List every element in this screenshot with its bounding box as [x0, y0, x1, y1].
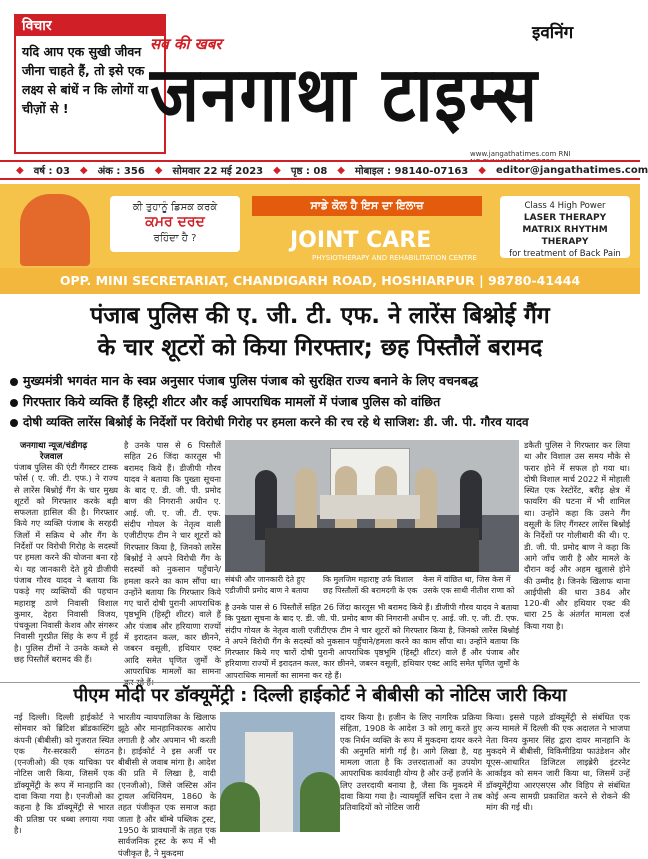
lead-column-3: है उनके पास से 6 पिस्तौलें सहित 26 जिंदा कारतूस भी बरामद किये हैं। डीजीपी गौरव यादव ने बताया कि पुख्ता सूचना के बाद ए. डी. जी. पी. प्रमोद बाण की निगरानी अधीन ए. आई. जी. ए. जी. टी. एफ. संदीप गोयल के नेतृत्व वाली एजीटीएफ टीम ने चार शूटरों को गिरफ्तार किया है, जिनको लारेंस बिश्नोई ने अपने विरोधी गैंग के सदस्यों को नुकसान पहुँचाने/हमला करने का काम सौंपा था। उन्होंने बताया कि गिरफ्तार किये गए चारों दोषी पुरानी आपराधिक पृष्ठभूमि (हिस्ट्री शीटर) वाले हैं और पंजाब और हरियाणा राज्यों में इरादतन कत्ल, कार छीनने, जबरन वसूली, हथियार एक्ट आदि समेत घृणित जुर्मों के आपराधिक मामलों का सामना कर रहे हैं।: [225, 603, 519, 680]
masthead-url: www.jangathatimes.com RNI: [470, 150, 571, 158]
recovered-weapons: [320, 495, 420, 519]
second-column-1: नई दिल्ली। दिल्ली हाईकोर्ट ने सोमवार को ब्रिटिश ब्रॉडकास्टिंग कंपनी (बीबीसी) को गुजरात स्थित एक गैर-सरकारी संगठन (एनजीओ) की एक याचिका पर नोटिस जारी किया, जिसमें एक डॉक्यूमेंट्री के रूप में मानहानि का दावा किया गया है। एनजीओ का कहना है कि डॉक्यूमेंट्री से भारत की प्रतिष्ठा पर धब्बा लगाया गया है।: [14, 712, 114, 835]
bullet-icon: [10, 378, 18, 386]
second-column-2: भारतीय न्यायपालिका के खिलाफ झूठे और मानहानिकारक आरोप लगाती है और अपमान भी करती है। हाईकोर्ट ने इस अर्जी पर बीबीसी से जवाब मांगा है। आदेश की प्रति में लिखा है, वादी (एनजीओ), जिसे जस्टिस ऑन ट्रायल अधिनियम, 1860 के तहत पंजीकृत एक समाज कहा जाता है और बॉम्बे पब्लिक ट्रस्ट, 1950 के प्रावधानों के तहत एक सार्वजनिक ट्रस्ट के रूप में भी पंजीकृत है, ने मुकदमा: [118, 712, 216, 858]
ad-therapy2: LASER THERAPY: [523, 213, 607, 223]
info-bar: [0, 160, 648, 180]
second-headline: पीएम मोदी पर डॉक्यूमेंट्री : दिल्ली हाईकोर्ट ने बीबीसी को नोटिस जारी किया: [0, 682, 640, 708]
lead-column-1: पंजाब पुलिस की एंटी गैंगस्टर टास्क फोर्स ( ए. जी. टी. एफ.) ने राज्य से लारेंस बिश्नोई गैंग के चार मुख्य शूटरों को गिरफ्तार करके बड़ी सफलता हासिल की है। गिरफ्तार किये गए व्यक्ति पंजाब के सरहदी जिलों में सक्रिय थे और गैंग के निर्देशों पर विरोधी गिरोह के सदस्यों पर हमला करने की योजना बना रहे थे। यह जानकारी देते हुये डीजीपी पंजाब गौरव यादव ने बताया कि पकड़े गए व्यक्तियों की पहचान महाराष्ट्र ठाणे निवासी विशाल कुमार, देहरा निवासी विजय, पंचकूला निवासी केशव और संगरूर निवासी गुरप्रीत सिंह के रूप में हुई है। पुलिस टीमों ने उनके कब्जे से छह पिस्तौलें बरामद की हैं।: [14, 462, 118, 665]
lead-column-4: डकैती पुलिस ने गिरफ्तार कर लिया था और विशाल उस समय मौके से फरार होने में सफल हो गया था। दोषी विशाल मार्च 2022 में मोहाली स्थित एक रेस्टोरेंट, बरीड़ क्षेत्र में फायरिंग की घटना में भी शामिल था। उन्होंने कहा कि उसने गैंग वसूली के लिए गैंगस्टर लारेंस बिश्नोई के निर्देशों पर गोलीबारी की थी। ए. डी. जी. पी. प्रमोद बाण ने कहा कि आगे जाँच जारी है और मामले के दौरान कई और अहम खुलासे होने की उम्मीद है। जिनके खिलाफ थाना आईपीसी की धारा 384 और 120-बी और हथियार एक्ट की धारा 25 के अंतर्गत मामला दर्ज किया गया है।: [524, 440, 630, 631]
bullet-icon: ◆: [273, 164, 281, 176]
lead-headline-line1: पंजाब पुलिस की ए. जी. टी. एफ. ने लारेंस बिश्नोई गैंग: [90, 303, 550, 329]
info-mobile: मोबाइल : 98140-07163: [355, 166, 469, 177]
photo-caption-1: संबंधी और जानकारी देते हुए एडीजीपी प्रमोद बाण ने बताया: [225, 575, 309, 595]
ad-pain-line1: ਕੀ ਤੁਹਾਨੂੰ ਡਿਸਕ ਕਰਕੇ: [132, 202, 218, 213]
spine-illustration: [20, 194, 90, 266]
masthead-title: जनगाथा टाइम्स: [150, 50, 539, 139]
ad-pain-line2: ਕਮਰ ਦਰਦ: [145, 214, 205, 230]
masthead-edition: इवनिंग: [532, 23, 574, 43]
accused-row: [265, 528, 479, 572]
vichar-label: विचार: [14, 14, 166, 36]
lead-bullet: दोषी व्यक्ति लारेंस बिश्नोई के निर्देशों पर विरोधी गिरोह पर हमला करने की रच रहे थे साजिश: डी. जी. पी. गौरव यादव: [10, 412, 635, 433]
info-email: editor@jangathatimes.com: [495, 164, 648, 176]
photo-caption-3: केस में वांछित था, जिस केस में उसके एक साथी नीतीश राणा को: [423, 575, 515, 595]
bullet-icon: ◆: [337, 164, 345, 176]
ad-pain-box: [110, 196, 240, 252]
advertisement: [0, 184, 640, 294]
tree: [300, 772, 340, 832]
lead-byline: जनगाथा न्यूज/चंडीगढ़: [20, 441, 88, 451]
ad-therapy3: MATRIX RHYTHM THERAPY: [522, 225, 608, 247]
lead-headline-line2: के चार शूटरों को किया गिरफ्तार; छह पिस्तौलें बरामद: [97, 335, 543, 361]
lead-bullets: [10, 370, 635, 433]
bullet-icon: ◆: [154, 164, 163, 176]
lead-column-2: है उनके पास से 6 पिस्तौलें सहित 26 जिंदा कारतूस भी बरामद किये हैं। डीजीपी गौरव यादव ने बताया कि पुख्ता सूचना के बाद ए. डी. जी. पी. प्रमोद बाण की निगरानी अधीन ए. आई. जी. ए. जी. टी. एफ. संदीप गोयल के नेतृत्व वाली एजीटीएफ टीम ने चार शूटरों को गिरफ्तार किया है, जिनको लारेंस बिश्नोई ने अपने विरोधी गैंग के सदस्यों को नुकसान पहुँचाने/हमला करने का काम सौंपा था। उन्होंने बताया कि गिरफ्तार किये गए चारों दोषी पुरानी आपराधिक पृष्ठभूमि (हिस्ट्री शीटर) वाले हैं और पंजाब और हरियाणा राज्यों में इरादतन कत्ल, कार छीनने, जबरन वसूली, हथियार एक्ट आदि समेत घृणित जुर्मों के आपराधिक मामलों का सामना कर रहे हैं।: [124, 440, 221, 688]
vichar-quote: यदि आप एक सुखी जीवन जीना चाहते हैं, तो इसे एक लक्ष्य से बांधें न कि लोगों या चीज़ों से !: [14, 36, 166, 154]
ad-therapy4: for treatment of Back Pain: [509, 249, 621, 259]
masthead-tagline: सब की खबर: [150, 35, 222, 53]
bullet-icon: ◆: [16, 164, 24, 176]
ad-brand: JOINT CARE: [290, 228, 432, 253]
building-photo: [220, 712, 335, 832]
lead-bullet: मुख्यमंत्री भगवंत मान के स्वप्न अनुसार पंजाब पुलिस पंजाब को सुरक्षित राज्य बनाने के लिए वचनबद्ध: [10, 370, 635, 391]
ad-therapy-box: [500, 196, 630, 258]
info-pages: पृष्ठ : 08: [290, 166, 328, 177]
second-column-3: दायर किया है। हजीन के लिए नागरिक प्रक्रिया संहिता, 1908 के आदेश 3 को लागू करते हुए एक निर्धन व्यक्ति के रूप में मुकदमा दायर करने की अनुमति मांगी गई है। आगे लिखा है, यह मामला जाता है कि उत्तरदाताओं का उपयोग आपराधिक कार्यवाही योग्य है और उन्हें हर्जाने के लिए उत्तरदायी बनाया है, जैसा कि मुकदमे में दावा किया गया है। न्यायमूर्ति सचिन दत्ता ने तब प्रतिवादियों को नोटिस जारी: [340, 712, 482, 813]
info-year: वर्ष : 03: [33, 166, 70, 177]
second-column-4: किया। इससे पहले डॉक्यूमेंट्री से संबंधित एक अन्य मामले में दिल्ली की एक अदालत ने भाजपा नेता विनय कुमार सिंह द्वारा दायर मानहानि के मुकदमे में बीबीसी, विकिमीडिया फाउंडेशन और यूएस-आधारित डिजिटल लाइब्रेरी इंटरनेट आर्काइव को समन जारी किया था, जिसमें उन्हें डॉक्यूमेंट्रीया आरएसएस और विहिप से संबंधित कोई अन्य सामग्री प्रकाशित करने से रोकने की मांग की गई थी।: [486, 712, 630, 813]
bullet-icon: [10, 399, 18, 407]
bullet-icon: ◆: [79, 164, 88, 176]
lead-byline-place: रेजवाल: [40, 452, 63, 462]
bullet-icon: [10, 419, 18, 427]
lead-photo: [225, 440, 519, 572]
tree: [220, 782, 260, 832]
ad-brand-sub: PHYSIOTHERAPY AND REHABILITATION CENTRE: [312, 254, 477, 262]
bullet-icon: ◆: [478, 164, 486, 176]
ad-pain-line3: ਰਹਿੰਦਾ ਹੈ ?: [153, 233, 197, 244]
lead-bullet: गिरफ्तार किये व्यक्ति हैं हिस्ट्री शीटर और कई आपराधिक मामलों में पंजाब पुलिस को वांछित: [10, 391, 635, 412]
ad-address: OPP. MINI SECRETARIAT, CHANDIGARH ROAD, HOSHIARPUR | 98780-41444: [0, 268, 640, 294]
photo-caption-2: कि मुलजिम महाराष्ट्र उर्फ विशाल छह पिस्तौलों की बरामदगी के एक: [323, 575, 418, 595]
info-date: सोमवार 22 मई 2023: [172, 166, 264, 177]
lead-headline: [0, 300, 640, 364]
ad-therapy1: Class 4 High Power: [524, 201, 606, 211]
info-issue: अंक : 356: [97, 166, 145, 177]
ad-banner: ਸਾਡੇ ਕੋਲ ਹੈ ਇਸ ਦਾ ਇਲਾਜ਼: [252, 196, 482, 216]
